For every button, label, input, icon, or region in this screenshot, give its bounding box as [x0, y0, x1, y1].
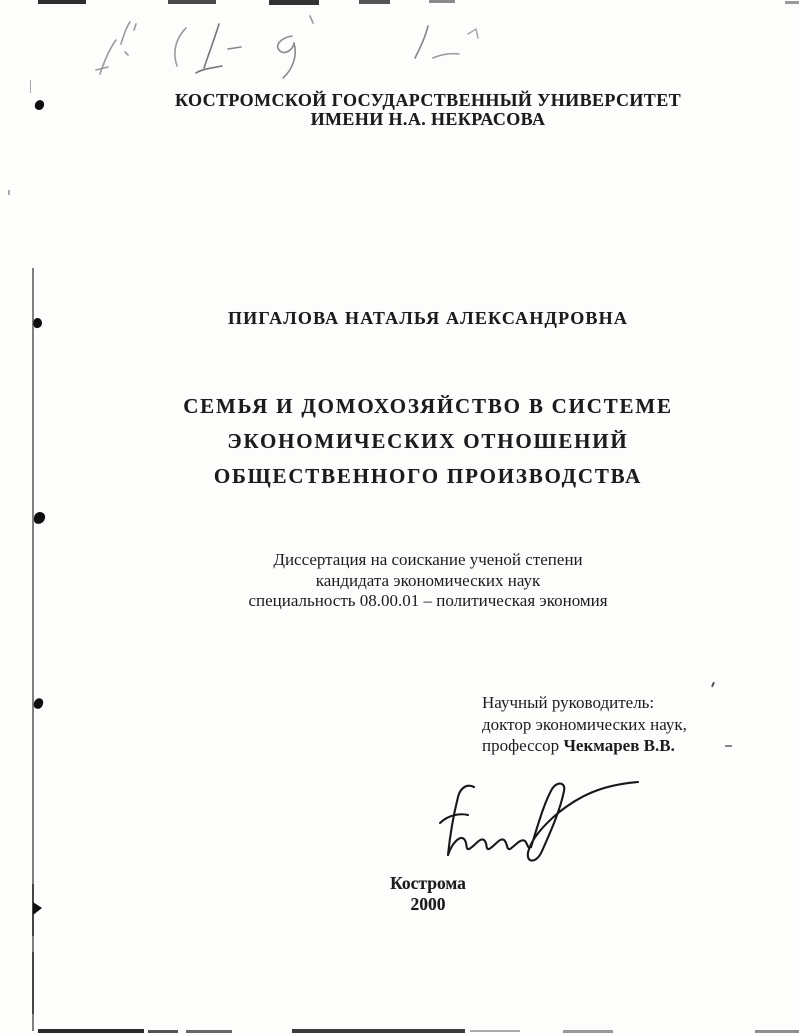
- title-line3: ОБЩЕСТВЕННОГО ПРОИЗВОДСТВА: [213, 464, 643, 488]
- university-line2: ИМЕНИ Н.А. НЕКРАСОВА: [310, 109, 546, 129]
- supervisor-block: [482, 692, 687, 757]
- edge-mark: [470, 1030, 520, 1032]
- signature-handwriting: [438, 773, 653, 873]
- title-line2: ЭКОНОМИЧЕСКИХ ОТНОШЕНИЙ: [227, 429, 629, 453]
- supervisor-line2: доктор экономических наук,: [482, 714, 687, 734]
- edge-mark: [186, 1030, 232, 1033]
- imprint-year: 2000: [410, 894, 446, 914]
- punch-dot: [32, 697, 44, 710]
- dissertation-title: [57, 389, 799, 494]
- punch-dot: [32, 317, 43, 328]
- supervisor-title: профессор: [482, 736, 564, 755]
- edge-mark: [148, 1030, 178, 1033]
- university-line1: КОСТРОМСКОЙ ГОСУДАРСТВЕННЫЙ УНИВЕРСИТЕТ: [174, 90, 682, 110]
- edge-mark: [755, 1030, 799, 1033]
- ink-speck: [725, 745, 732, 747]
- margin-arrow-mark: [33, 902, 42, 915]
- author-name: ПИГАЛОВА НАТАЛЬЯ АЛЕКСАНДРОВНА: [227, 308, 629, 328]
- ink-speck: [711, 682, 715, 687]
- university-name: [57, 91, 799, 129]
- supervisor-line1: Научный руководитель:: [482, 693, 655, 712]
- imprint: [57, 873, 799, 915]
- supervisor-line3: [482, 735, 687, 757]
- thesis-line2: кандидата экономических наук: [315, 570, 541, 590]
- title-line1: СЕМЬЯ И ДОМОХОЗЯЙСТВО В СИСТЕМЕ: [183, 394, 673, 418]
- edge-mark: [563, 1030, 613, 1033]
- ink-speck: [8, 190, 10, 195]
- punch-dot: [33, 511, 46, 524]
- thesis-description: [57, 550, 799, 612]
- thesis-line3: специальность 08.00.01 – политическая экономия: [248, 591, 608, 610]
- edge-mark: [292, 1029, 465, 1033]
- imprint-city: Кострома: [390, 873, 466, 893]
- edge-mark: [38, 1029, 144, 1033]
- margin-fold-line-dark: [32, 952, 34, 1014]
- supervisor-name: Чекмарев В.В.: [563, 736, 675, 755]
- thesis-line1: Диссертация на соискание ученой степени: [273, 550, 583, 569]
